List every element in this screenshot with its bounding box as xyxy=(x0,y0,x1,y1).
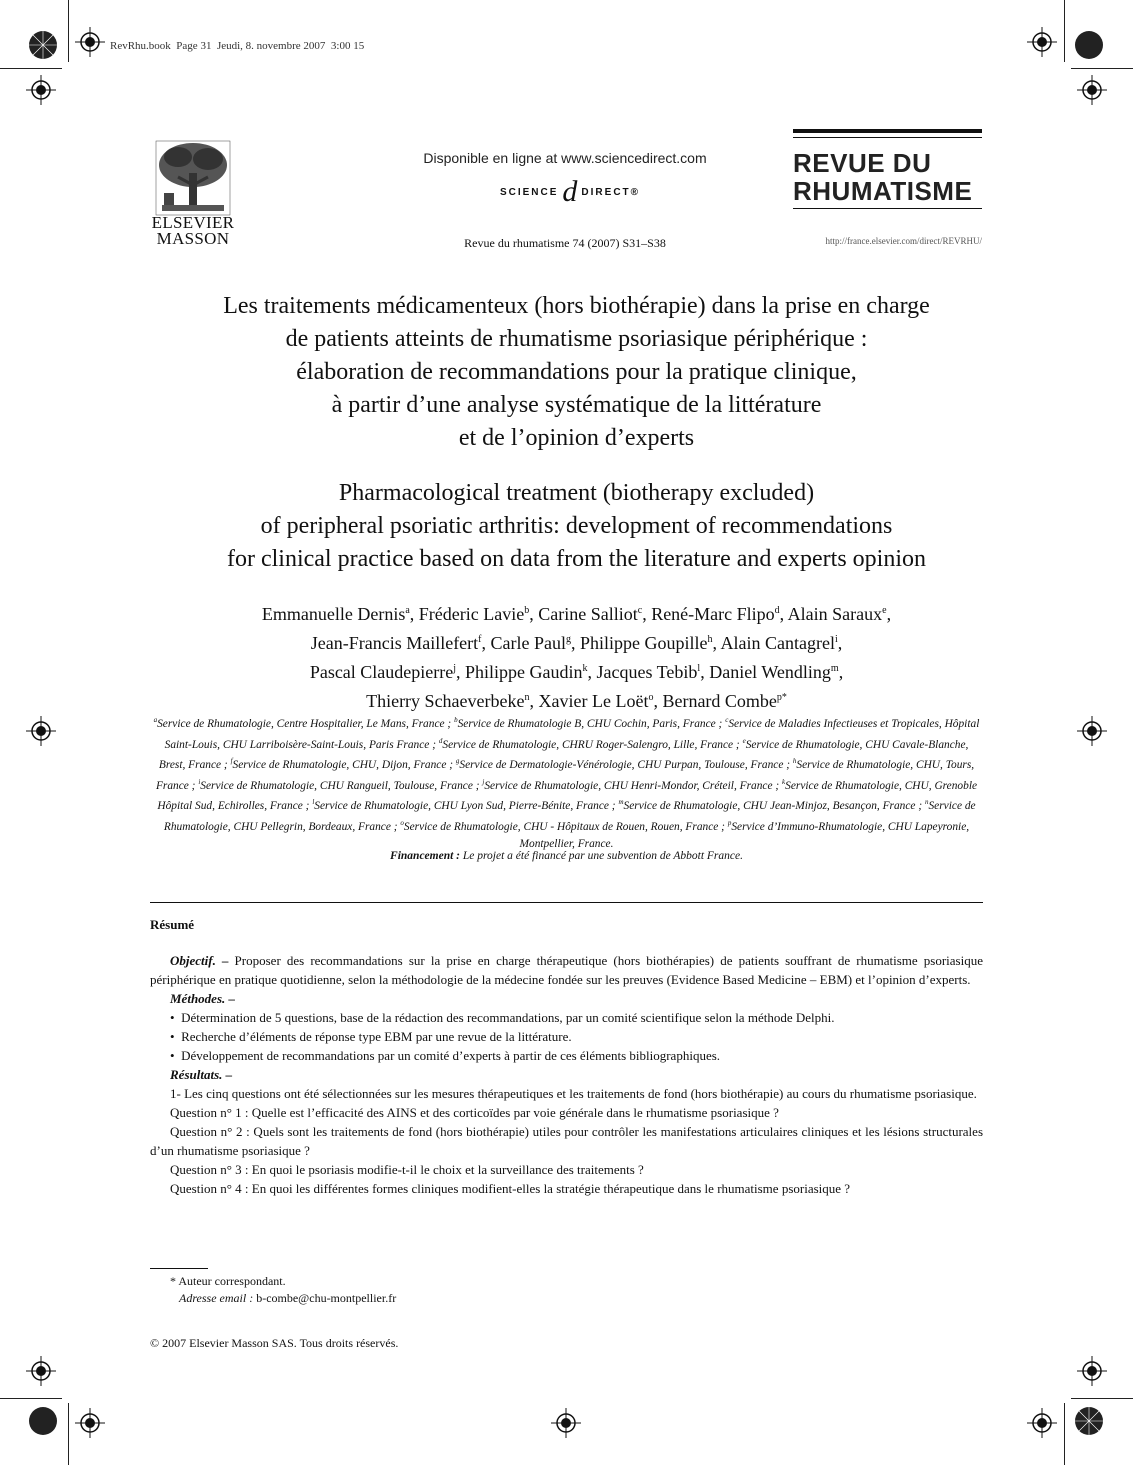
author-affil-ref: l xyxy=(697,663,701,674)
title-english-line: Pharmacological treatment (biotherapy excluded) xyxy=(338,480,815,506)
affiliation: Service de Rhumatologie, CHU, Tours, France ; xyxy=(155,758,975,792)
objectif-text: Proposer des recommandations sur la prise en charge thérapeutique (hors biothérapies) de patients souffrant de rhumatisme psoriasique périphérique en pratique quotidienne, selon la méthodologie de la médecine fondée sur les preuves (Evidence Based Medicine – EBM) et l’opinion d’experts. xyxy=(150,953,983,987)
registration-mark-icon xyxy=(1077,1356,1107,1386)
affil-ref: g xyxy=(455,757,460,766)
footnote xyxy=(170,1273,396,1307)
affiliation: Service de Rhumatologie B, CHU Cochin, Paris, France ; xyxy=(457,717,723,730)
email-address[interactable]: b-combe@chu-montpellier.fr xyxy=(256,1291,397,1305)
affil-ref: c xyxy=(725,716,729,724)
title-english-line: for clinical practice based on data from the literature and experts opinion xyxy=(226,546,927,572)
affil-ref: f xyxy=(230,757,233,766)
registration-mark-icon xyxy=(26,1356,56,1386)
methodes-label: Méthodes. – xyxy=(170,991,235,1006)
list-item: • Détermination de 5 questions, base de la rédaction des recommandations, par un comité scientifique selon la méthode Delphi. xyxy=(170,1010,835,1025)
author-name: Philippe Goupille xyxy=(580,633,708,653)
affiliation: Service de Dermatologie-Vénérologie, CHU Purpan, Toulouse, France ; xyxy=(459,758,791,771)
affil-ref: e xyxy=(742,736,746,745)
author-name: René-Marc Flipo xyxy=(651,604,775,624)
print-slug: RevRhu.book Page 31 Jeudi, 8. novembre 2007 3:00 15 xyxy=(110,40,365,52)
affil-ref: n xyxy=(924,798,929,807)
trim-line xyxy=(0,1398,62,1399)
registration-mark-icon xyxy=(1027,1408,1057,1438)
title-french-line: élaboration de recommandations pour la pratique clinique, xyxy=(296,359,857,385)
registration-mark-icon xyxy=(1077,716,1107,746)
resultats-label: Résultats. – xyxy=(170,1067,233,1082)
resultats-paragraph: Question n° 3 : En quoi le psoriasis modifie-t-il le choix et la surveillance des traitements ? xyxy=(170,1162,644,1177)
affiliation: Service de Maladies Infectieuses et Tropicales, Hôpital Saint-Louis, CHU Larriboisère-Saint-Louis, Paris France ; xyxy=(164,717,980,751)
affiliation: Service de Rhumatologie, Centre Hospitalier, Le Mans, France ; xyxy=(157,717,452,730)
list-item: • Recherche d’éléments de réponse type EBM par une revue de la littérature. xyxy=(170,1029,572,1044)
title-french-line: à partir d’une analyse systématique de la littérature xyxy=(331,392,822,418)
affiliation: Service de Rhumatologie, CHU Jean-Minjoz, Besançon, France ; xyxy=(623,800,923,813)
author-affil-ref: a xyxy=(405,605,410,616)
author-name: Jacques Tebib xyxy=(596,662,698,682)
journal-rule xyxy=(793,208,982,209)
list-item: • Développement de recommandations par un comité d’experts à partir de ces éléments bibliographiques. xyxy=(170,1048,721,1063)
author-affil-ref: n xyxy=(524,692,530,703)
affil-ref: m xyxy=(618,798,624,807)
author-name: Alain Cantagrel xyxy=(720,633,835,653)
abstract-methodes xyxy=(150,989,983,1008)
affiliation: Service de Rhumatologie, CHU Lyon Sud, Pierre-Bénite, France ; xyxy=(314,800,616,813)
affiliation: Service de Rhumatologie, CHU Rangueil, Toulouse, France ; xyxy=(200,779,480,792)
author-name: Xavier Le Loët xyxy=(538,691,649,711)
registration-mark-icon xyxy=(1077,75,1107,105)
journal-title-line2: RHUMATISME xyxy=(793,176,973,206)
affil-ref: j xyxy=(482,777,485,786)
funding-label: Financement : xyxy=(390,850,460,862)
title-french-line: de patients atteints de rhumatisme psoriasique périphérique : xyxy=(285,326,868,352)
affiliations xyxy=(150,712,983,852)
affil-ref: d xyxy=(438,736,443,745)
author-affil-ref: d xyxy=(774,605,780,616)
resultats-paragraph: Question n° 4 : En quoi les différentes formes cliniques modifient-elles la stratégie thérapeutique dans le rhumatisme psoriasique ? xyxy=(170,1181,851,1196)
email-line xyxy=(170,1290,396,1307)
author-affil-ref: p* xyxy=(776,692,787,703)
title-english xyxy=(130,477,1023,576)
resultats-paragraph: 1- Les cinq questions ont été sélectionnées sur les mesures thérapeutiques et les traitements de fond (hors biothérapie) au cours du rhumatisme psoriasique. xyxy=(170,1086,977,1101)
resultats-paragraph: Question n° 2 : Quels sont les traitements de fond (hors biothérapie) utiles pour contrôler les manifestations articulaires cliniques et les lésions structurales d’un rhumatisme psoriasique ? xyxy=(150,1124,983,1158)
author-affil-ref: b xyxy=(524,605,530,616)
author-line: Pascal Claudepierre$^j$, Philippe Gaudin$^k$, Jacques Tebib$^l$, Daniel Wendling$^m$, xyxy=(309,662,844,682)
author-affil-ref: e xyxy=(882,605,887,616)
starburst-mark-icon xyxy=(28,1406,58,1436)
journal-title xyxy=(793,149,993,205)
sciencedirect-right: DIRECT® xyxy=(581,186,641,198)
affil-ref: i xyxy=(198,777,201,786)
title-english-line: of peripheral psoriatic arthritis: development of recommendations xyxy=(260,513,893,539)
starburst-mark-icon xyxy=(1074,1406,1104,1436)
registration-mark-icon xyxy=(1027,27,1057,57)
registration-mark-icon xyxy=(551,1408,581,1438)
author-affil-ref: f xyxy=(478,634,482,645)
publisher-name-line2: MASSON xyxy=(156,229,230,248)
affil-ref: l xyxy=(312,798,315,807)
author-affil-ref: i xyxy=(834,634,838,645)
trim-line xyxy=(0,68,62,69)
copyright: © 2007 Elsevier Masson SAS. Tous droits réservés. xyxy=(150,1336,399,1350)
author-name: Pascal Claudepierre xyxy=(309,662,454,682)
affil-ref: p xyxy=(727,818,732,827)
registration-mark-icon xyxy=(26,716,56,746)
trim-line xyxy=(1071,1398,1133,1399)
abstract-body xyxy=(150,951,983,1198)
publisher-name-line1: ELSEVIER xyxy=(151,213,235,232)
trim-line xyxy=(1071,68,1133,69)
starburst-mark-icon xyxy=(28,30,58,60)
methodes-bullet: Détermination de 5 questions, base de la rédaction des recommandations, par un comité scientifique selon la méthode Delphi. xyxy=(181,1010,835,1025)
title-french xyxy=(130,290,1023,455)
author-list xyxy=(130,598,1023,714)
author-line: Emmanuelle Dernis$^a$, Fréderic Lavie$^b$, Carine Salliot$^c$, René-Marc Flipo$^d$, Alain Saraux$^e$, xyxy=(261,604,892,624)
journal-rule xyxy=(793,137,982,138)
methodes-bullet: Recherche d’éléments de réponse type EBM par une revue de la littérature. xyxy=(181,1029,572,1044)
author-name: Philippe Gaudin xyxy=(465,662,583,682)
sciencedirect-logo xyxy=(470,172,670,212)
trim-line xyxy=(68,1403,69,1465)
affiliation: Service d’Immuno-Rhumatologie, CHU Lapeyronie, Montpellier, France. xyxy=(519,820,970,850)
affiliation: Service de Rhumatologie, CHRU Roger-Salengro, Lille, France ; xyxy=(442,738,740,751)
funding-text: Le projet a été financé par une subvention de Abbott France. xyxy=(462,850,743,862)
affiliation: Service de Rhumatologie, CHU - Hôpitaux de Rouen, Rouen, France ; xyxy=(403,820,725,833)
journal-url[interactable]: http://france.elsevier.com/direct/REVRHU/ xyxy=(825,236,982,246)
author-affil-ref: m xyxy=(830,663,839,674)
affil-ref: a xyxy=(153,716,158,724)
objectif-label: Objectif. – xyxy=(170,953,229,968)
author-line: Thierry Schaeverbeke$^n$, Xavier Le Loët$^o$, Bernard Combe$^{p*}$ xyxy=(366,691,787,711)
resultats-paragraph: Question n° 1 : Quelle est l’efficacité des AINS et des corticoïdes par voie générale dans le rhumatisme psoriasique ? xyxy=(170,1105,779,1120)
trim-line xyxy=(1064,1403,1065,1465)
footnote-rule xyxy=(150,1268,208,1269)
title-french-line: et de l’opinion d’experts xyxy=(458,425,695,451)
abstract-objectif xyxy=(150,951,983,989)
affiliation: Service de Rhumatologie, CHU, Dijon, France ; xyxy=(232,758,454,771)
trim-line xyxy=(68,0,69,62)
sciencedirect-left: SCIENCE xyxy=(499,186,559,198)
affil-ref: o xyxy=(400,818,404,827)
author-name: Fréderic Lavie xyxy=(418,604,525,624)
author-affil-ref: h xyxy=(707,634,713,645)
author-affil-ref: k xyxy=(582,663,588,674)
author-name: Alain Saraux xyxy=(787,604,883,624)
author-affil-ref: g xyxy=(566,634,571,645)
journal-title-line1: REVUE DU xyxy=(793,148,932,178)
section-divider xyxy=(150,902,983,903)
title-french-line: Les traitements médicamenteux (hors biothérapie) dans la prise en charge xyxy=(223,293,930,319)
funding-note xyxy=(150,850,983,862)
author-line: Jean-Francis Maillefert$^f$, Carle Paul$^g$, Philippe Goupille$^h$, Alain Cantagrel$^i$, xyxy=(310,633,843,653)
registration-mark-icon xyxy=(75,1408,105,1438)
registration-mark-icon xyxy=(75,27,105,57)
author-affil-ref: o xyxy=(648,692,654,703)
corresponding-author: * Auteur correspondant. xyxy=(170,1274,286,1288)
author-affil-ref: c xyxy=(637,605,643,616)
journal-citation: Revue du rhumatisme 74 (2007) S31–S38 xyxy=(464,236,666,250)
affil-ref: h xyxy=(792,757,797,766)
journal-rule xyxy=(793,129,982,133)
registration-mark-icon xyxy=(26,75,56,105)
affil-ref: k xyxy=(782,777,786,786)
availability-line: Disponible en ligne at www.sciencedirect.com xyxy=(423,150,707,166)
author-name: Jean-Francis Maillefert xyxy=(310,633,479,653)
affiliation: Service de Rhumatologie, CHU Cavale-Blanche, Brest, France ; xyxy=(158,738,969,771)
email-label: Adresse email : xyxy=(179,1291,254,1305)
author-affil-ref: j xyxy=(453,663,457,674)
affiliation: Service de Rhumatologie, CHU Henri-Mondor, Créteil, France ; xyxy=(484,779,780,792)
sciencedirect-mark: d xyxy=(562,175,578,208)
abstract-resultats xyxy=(150,1065,983,1084)
resume-heading: Résumé xyxy=(150,917,195,932)
author-name: Carle Paul xyxy=(490,633,566,653)
author-name: Thierry Schaeverbeke xyxy=(366,691,525,711)
author-name: Daniel Wendling xyxy=(709,662,831,682)
starburst-mark-icon xyxy=(1074,30,1104,60)
author-name: Bernard Combe xyxy=(662,691,777,711)
affiliation: Service de Rhumatologie, CHU, Grenoble Hôpital Sud, Echirolles, France ; xyxy=(157,779,978,813)
trim-line xyxy=(1064,0,1065,62)
affil-ref: b xyxy=(454,716,458,724)
methodes-bullet: Développement de recommandations par un comité d’experts à partir de ces éléments bibliographiques. xyxy=(181,1048,721,1063)
affiliation: Service de Rhumatologie, CHU Pellegrin, Bordeaux, France ; xyxy=(163,800,976,833)
author-name: Emmanuelle Dernis xyxy=(261,604,406,624)
author-name: Carine Salliot xyxy=(538,604,638,624)
